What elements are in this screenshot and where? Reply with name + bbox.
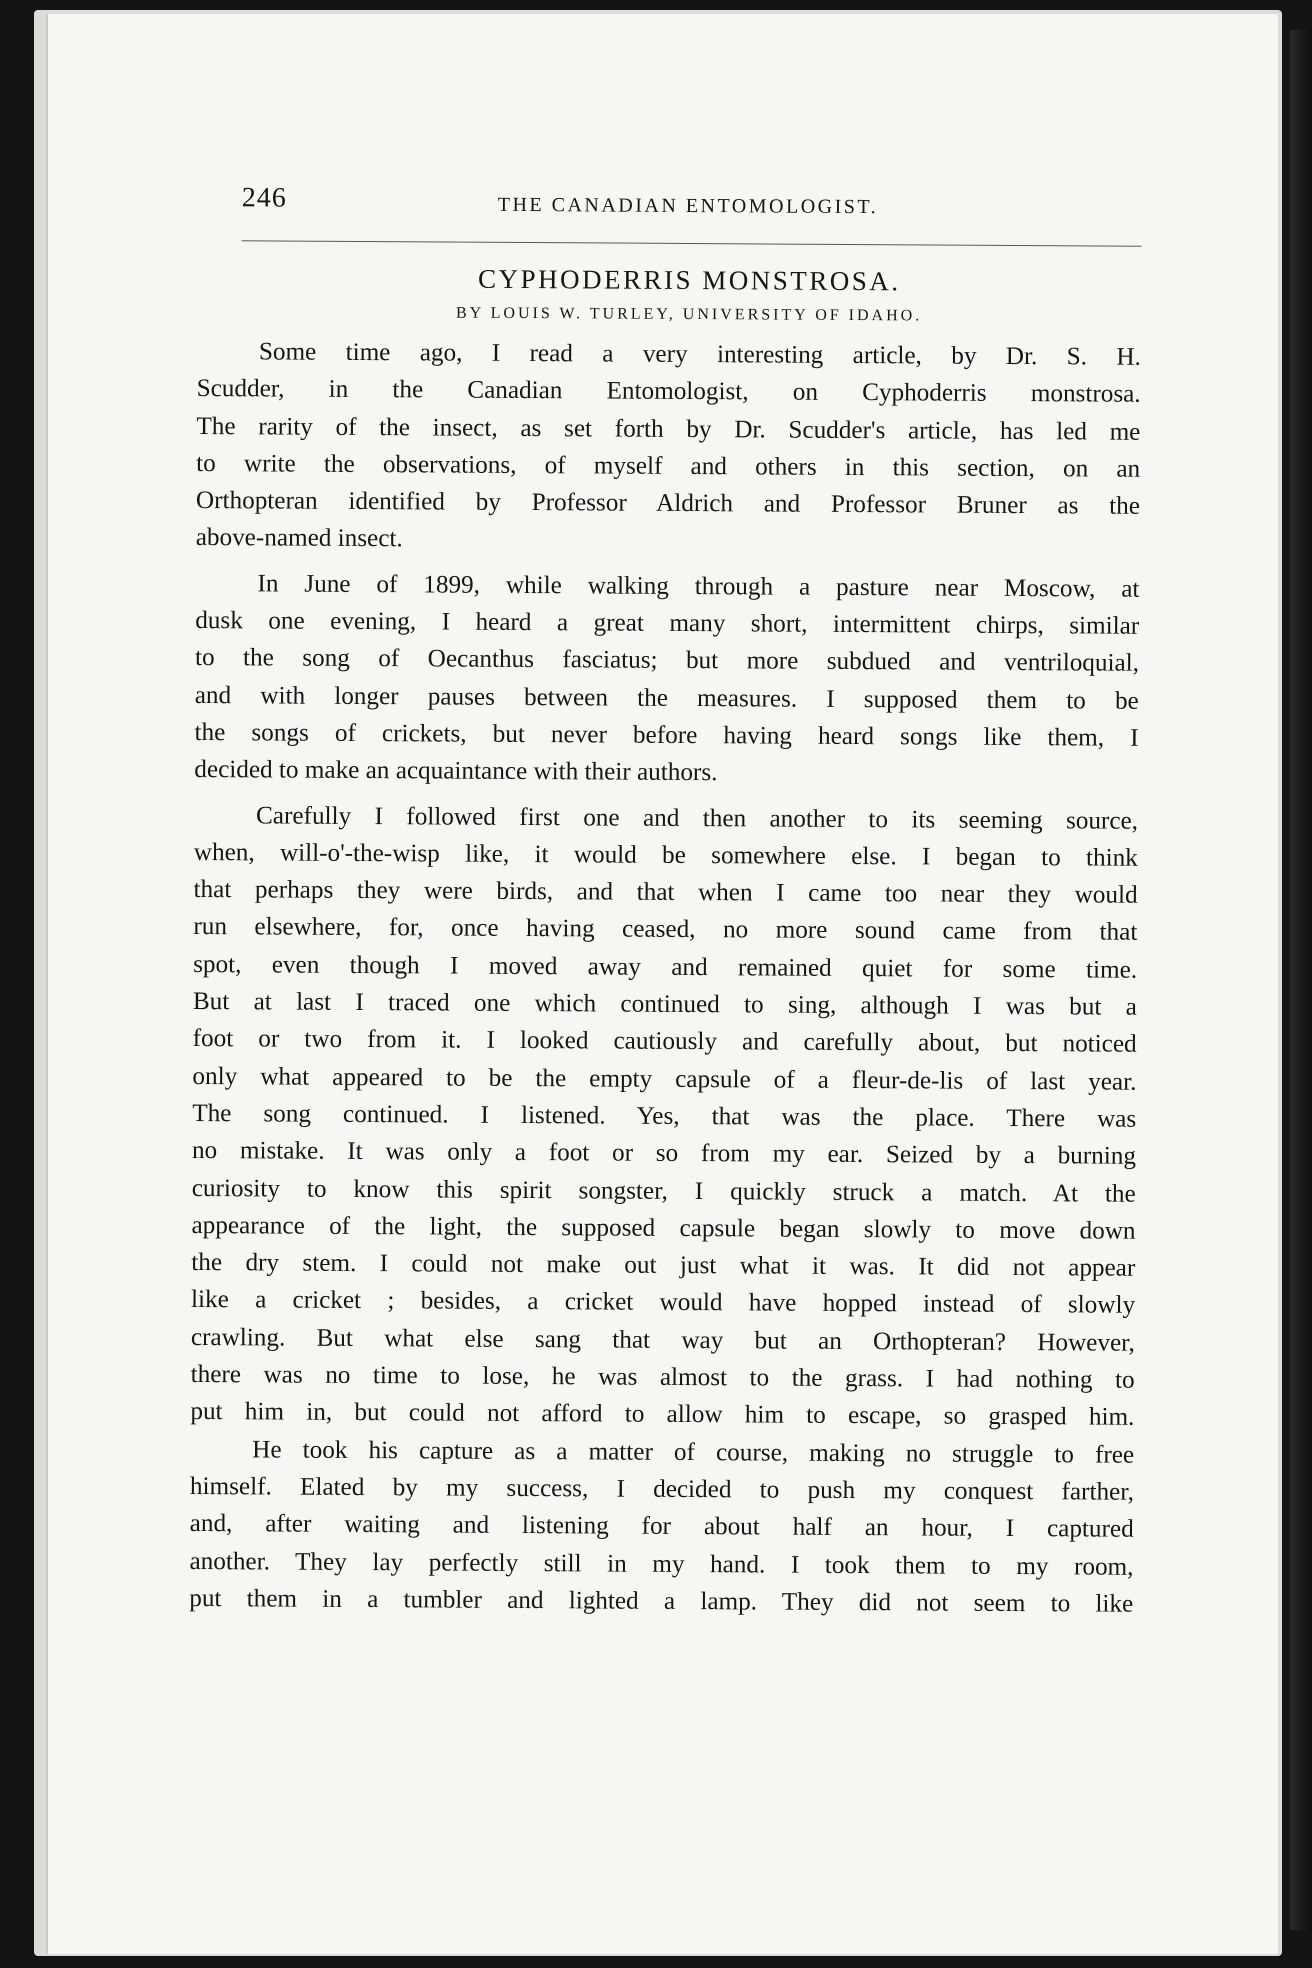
text-line: dusk one evening, I heard a great many short, intermittent chirps, similar xyxy=(195,607,1140,640)
text-line: himself. Elated by my success, I decided to push my conquest farther, xyxy=(189,1472,1135,1506)
header-rule xyxy=(242,240,1142,246)
text-line: above-named insect. xyxy=(195,524,403,553)
text-line: Some time ago, I read a very interesting article, by Dr. S. H. xyxy=(258,338,1141,371)
text-line: run elsewhere, for, once having ceased, no more sound came from that xyxy=(193,913,1138,947)
text-line: there was no time to lose, he was almost to the grass. I had nothing to xyxy=(190,1360,1135,1394)
text-line: In June of 1899, while walking through a pasture near Moscow, at xyxy=(257,570,1140,603)
text-line: and, after waiting and listening for about half an hour, I captured xyxy=(189,1510,1134,1543)
text-line: when, will-o'-the-wisp like, it would be somewhere else. I began to think xyxy=(193,838,1138,872)
article-title: CYPHODERRIS MONSTROSA. xyxy=(477,263,901,297)
running-head: THE CANADIAN ENTOMOLOGIST. xyxy=(497,193,879,219)
text-line: decided to make an acquaintance with their authors. xyxy=(194,756,718,787)
text-line: like a cricket ; besides, a cricket would have hopped instead of slowly xyxy=(191,1286,1136,1320)
text-line: spot, even though I moved away and remained quiet for some time. xyxy=(193,950,1138,984)
text-line: to the song of Oecanthus fasciatus; but more subdued and ventriloquial, xyxy=(194,644,1140,678)
text-line: The song continued. I listened. Yes, that was the place. There was xyxy=(192,1099,1137,1133)
text-line: foot or two from it. I looked cautiously and carefully about, but noticed xyxy=(192,1025,1137,1059)
page-edge-shadow xyxy=(1290,30,1312,1930)
text-line: the songs of crickets, but never before having heard songs like them, I xyxy=(194,718,1139,752)
page-content xyxy=(189,170,1142,1623)
text-line: only what appeared to be the empty capsule of a fleur-de-lis of last year. xyxy=(192,1062,1137,1096)
text-line: But at last I traced one which continued to sing, although I was but a xyxy=(192,988,1137,1021)
text-line: Orthopteran identified by Professor Aldrich and Professor Bruner as the xyxy=(195,487,1141,520)
paragraph-3 xyxy=(190,797,1138,1437)
text-line: and with longer pauses between the measures. I supposed them to be xyxy=(194,681,1139,715)
paragraph-1 xyxy=(196,333,1141,563)
text-line: that perhaps they were birds, and that when I came too near they would xyxy=(193,876,1138,909)
page-header xyxy=(198,170,1142,238)
text-line: crawling. But what else sang that way but an Orthopteran? However, xyxy=(190,1323,1135,1357)
text-line: to write the observations, of myself and others in this section, on an xyxy=(196,449,1141,483)
text-line: the dry stem. I could not make out just what it was. It did not appear xyxy=(191,1249,1136,1282)
text-line: Scudder, in the Canadian Entomologist, on Cyphoderris monstrosa. xyxy=(196,375,1141,409)
paragraph-2 xyxy=(194,565,1139,795)
text-line: put him in, but could not afford to allow him to escape, so grasped him. xyxy=(190,1398,1135,1432)
text-line: put them in a tumbler and lighted a lamp. They did not seem to like xyxy=(189,1584,1134,1618)
text-line: no mistake. It was only a foot or so from my ear. Seized by a burning xyxy=(191,1137,1137,1170)
text-line: He took his capture as a matter of course, making no struggle to free xyxy=(252,1435,1135,1469)
text-line: curiosity to know this spirit songster, I quickly struck a match. At the xyxy=(191,1174,1136,1208)
article-byline: BY LOUIS W. TURLEY, UNIVERSITY OF IDAHO. xyxy=(455,304,923,325)
paragraph-4 xyxy=(189,1431,1134,1623)
text-line: Carefully I followed first one and then another to its seeming source, xyxy=(255,801,1139,835)
page-number: 246 xyxy=(241,182,287,214)
text-line: appearance of the light, the supposed capsule began slowly to move down xyxy=(191,1211,1136,1245)
text-line: The rarity of the insect, as set forth by Dr. Scudder's article, has led me xyxy=(196,412,1141,446)
text-line: another. They lay perfectly still in my hand. I took them to my room, xyxy=(189,1547,1134,1581)
